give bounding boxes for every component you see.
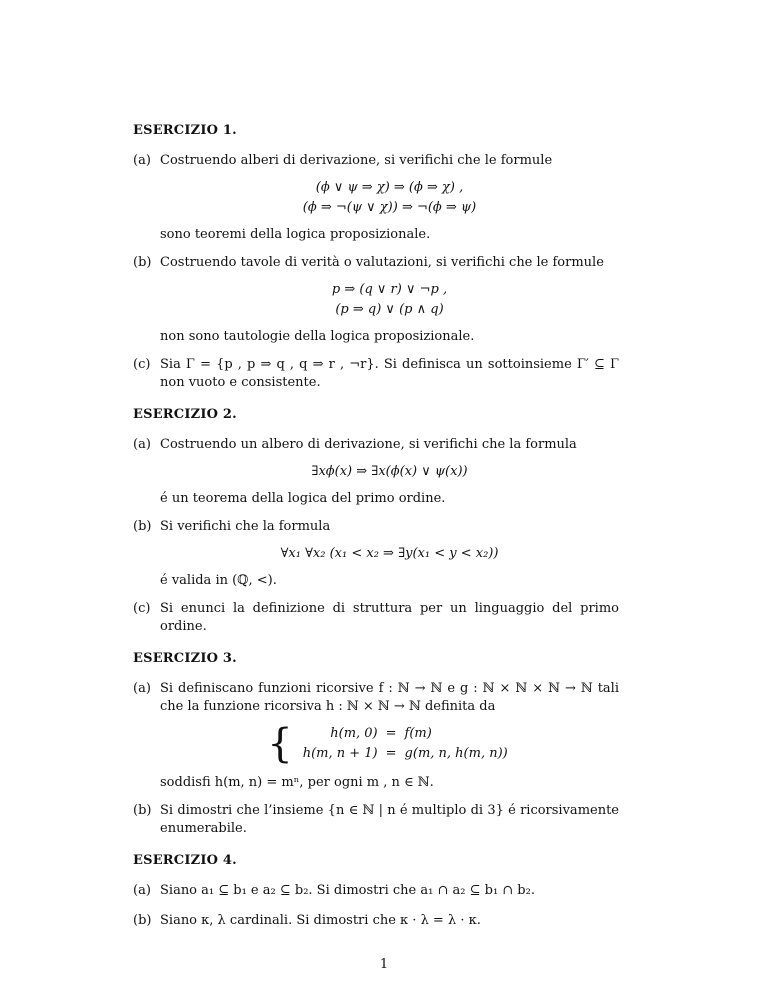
formula: p ⇒ (q ∨ r) ∨ ¬p , xyxy=(331,282,448,297)
exercise-3 xyxy=(133,650,619,838)
left-brace: { xyxy=(267,721,293,767)
item-1a: (a) Costruendo alberi di derivazione, si verifichi che le formule xyxy=(133,153,553,168)
exercise-1 xyxy=(133,122,619,392)
item-4a: (a) Siano a₁ ⊆ b₁ e a₂ ⊆ b₂. Si dimostri che a₁ ∩ a₂ ⊆ b₁ ∩ b₂. xyxy=(133,883,535,898)
item-2a: (a) Costruendo un albero di derivazione, si verifichi che la formula xyxy=(133,437,577,452)
page-number: 1 xyxy=(379,957,389,972)
item-1b: (b) Costruendo tavole di verità o valutazioni, si verifichi che le formule xyxy=(133,255,604,270)
item-continuation: non sono tautologie della logica proposizionale. xyxy=(160,329,475,344)
formula: ∀x₁ ∀x₂ (x₁ < x₂ ⇒ ∃y(x₁ < y < x₂)) xyxy=(280,546,499,561)
formula-block xyxy=(160,280,619,320)
formula: (p ⇒ q) ∨ (p ∧ q) xyxy=(335,302,444,317)
item-continuation: sono teoremi della logica proposizionale. xyxy=(160,227,431,242)
recursion-system xyxy=(160,721,619,767)
exercise-2 xyxy=(133,406,619,636)
page-content xyxy=(133,122,619,944)
item-continuation: soddisfi h(m, n) = mⁿ, per ogni m , n ∈ ℕ. xyxy=(160,775,434,790)
item-continuation: é un teorema della logica del primo ordine. xyxy=(160,491,446,506)
item-2c: (c) Si enunci la definizione di struttura per un linguaggio del primo ordine. xyxy=(133,601,619,634)
exercise-title: ESERCIZIO 1. xyxy=(133,123,237,138)
exercise-title: ESERCIZIO 3. xyxy=(133,651,237,666)
item-1c: (c) Sia Γ = {p , p ⇒ q , q ⇒ r , ¬r}. Si definisca un sottoinsieme Γ′ ⊆ Γ non vuoto e consistente. xyxy=(133,357,619,390)
system-row: h(m, 0) = f(m) xyxy=(330,726,432,741)
formula-block xyxy=(160,544,619,564)
exercise-title: ESERCIZIO 4. xyxy=(133,853,237,868)
item-3b: (b) Si dimostri che l’insieme {n ∈ ℕ | n é multiplo di 3} é ricorsivamente enumerabile. xyxy=(133,803,619,836)
formula-block xyxy=(160,178,619,218)
item-continuation: é valida in (ℚ, <). xyxy=(160,573,277,588)
item-2b: (b) Si verifichi che la formula xyxy=(133,519,331,534)
exercise-4 xyxy=(133,852,619,930)
formula-block xyxy=(160,462,619,482)
formula: (ϕ ∨ ψ ⇒ χ) ⇒ (ϕ ⇒ χ) , xyxy=(315,180,464,195)
formula: (ϕ ⇒ ¬(ψ ∨ χ)) ⇒ ¬(ϕ ⇒ ψ) xyxy=(302,200,477,215)
system-row: h(m, n + 1) = g(m, n, h(m, n)) xyxy=(302,746,508,761)
item-4b: (b) Siano κ, λ cardinali. Si dimostri che κ · λ = λ · κ. xyxy=(133,913,481,928)
item-3a: (a) Si definiscano funzioni ricorsive f : ℕ → ℕ e g : ℕ × ℕ × ℕ → ℕ tali che la funzione ricorsiva h : ℕ × ℕ → ℕ definita da xyxy=(133,681,619,714)
formula: ∃xϕ(x) ⇒ ∃x(ϕ(x) ∨ ψ(x)) xyxy=(311,464,468,479)
exercise-title: ESERCIZIO 2. xyxy=(133,407,237,422)
